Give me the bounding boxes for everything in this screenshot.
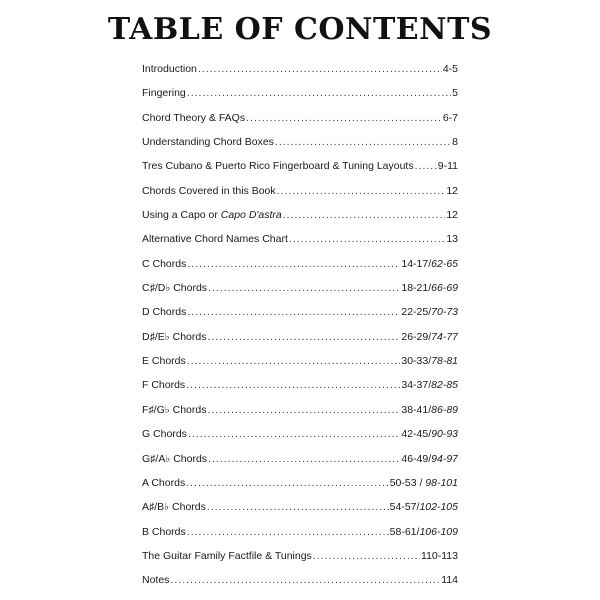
- toc-entry[interactable]: [142, 306, 458, 330]
- toc-entry-pages: 58-61/106-109: [389, 525, 458, 538]
- toc-entry[interactable]: [142, 404, 458, 428]
- toc-list: [142, 63, 458, 599]
- toc-entry-pages: 13: [446, 233, 458, 246]
- toc-entry[interactable]: [142, 477, 458, 501]
- toc-entry-pages: 46-49/94-97: [401, 452, 458, 465]
- toc-entry-pages: 9-11: [437, 160, 458, 173]
- toc-entry-label: Alternative Chord Names Chart: [142, 233, 288, 246]
- toc-entry-label: The Guitar Family Factfile & Tunings: [142, 549, 312, 562]
- toc-entry-pages: 114: [441, 574, 458, 587]
- dot-leader: [246, 112, 442, 124]
- toc-entry-label: G Chords: [142, 428, 187, 441]
- toc-entry-label: G♯/A♭ Chords: [142, 452, 208, 465]
- toc-entry-label: A♯/B♭ Chords: [142, 501, 206, 514]
- toc-entry-pages: 12: [446, 209, 458, 222]
- toc-entry-label: E Chords: [142, 355, 186, 368]
- toc-entry-label: D Chords: [142, 306, 187, 319]
- dot-leader: [415, 160, 437, 172]
- dot-leader: [187, 258, 400, 270]
- dot-leader: [188, 428, 400, 440]
- toc-entry-label: C♯/D♭ Chords: [142, 282, 208, 295]
- dot-leader: [187, 87, 451, 99]
- toc-entry-label: Notes: [142, 574, 170, 587]
- toc-entry-label: F♯/G♭ Chords: [142, 403, 207, 416]
- toc-entry-pages: 4-5: [442, 63, 458, 75]
- toc-entry[interactable]: [142, 63, 458, 87]
- page-title: TABLE OF CONTENTS: [107, 12, 493, 47]
- dot-leader: [313, 550, 420, 562]
- toc-entry-label: D♯/E♭ Chords: [142, 330, 207, 343]
- dot-leader: [208, 282, 400, 294]
- toc-entry[interactable]: [142, 428, 458, 452]
- toc-entry-label: Using a Capo or Capo D'astra: [142, 209, 282, 222]
- toc-entry[interactable]: [142, 379, 458, 403]
- toc-entry[interactable]: [142, 87, 458, 111]
- dot-leader: [275, 136, 451, 148]
- toc-entry-label: Tres Cubano & Puerto Rico Fingerboard & Tuning Layouts: [142, 160, 414, 173]
- toc-entry-label: Fingering: [142, 87, 186, 100]
- dot-leader: [289, 233, 445, 245]
- toc-entry[interactable]: [142, 574, 458, 598]
- toc-entry[interactable]: [142, 258, 458, 282]
- toc-entry-label: C Chords: [142, 257, 187, 270]
- toc-entry-label: Understanding Chord Boxes: [142, 136, 274, 149]
- dot-leader: [186, 379, 400, 391]
- toc-entry[interactable]: [142, 453, 458, 477]
- dot-leader: [186, 477, 388, 489]
- toc-entry-pages: 30-33/78-81: [401, 355, 458, 368]
- toc-entry[interactable]: [142, 136, 458, 160]
- toc-entry-pages: 54-57/102-105: [389, 501, 458, 514]
- toc-entry-label: B Chords: [142, 525, 186, 538]
- toc-entry-pages: 50-53 / 98-101: [389, 476, 458, 489]
- toc-entry[interactable]: [142, 526, 458, 550]
- toc-entry-pages: 34-37/82-85: [401, 379, 458, 392]
- dot-leader: [198, 63, 442, 75]
- toc-entry-pages: 12: [446, 184, 458, 197]
- dot-leader: [207, 404, 400, 416]
- dot-leader: [277, 185, 446, 197]
- toc-entry[interactable]: [142, 501, 458, 525]
- toc-entry-label: F Chords: [142, 379, 186, 392]
- toc-entry[interactable]: [142, 160, 458, 184]
- toc-entry[interactable]: [142, 282, 458, 306]
- dot-leader: [187, 355, 401, 367]
- toc-entry-pages: 110-113: [421, 549, 458, 562]
- toc-entry-pages: 42-45/90-93: [401, 428, 458, 441]
- toc-entry[interactable]: [142, 355, 458, 379]
- dot-leader: [187, 526, 389, 538]
- dot-leader: [187, 306, 400, 318]
- toc-entry-pages: 8: [452, 136, 458, 149]
- toc-entry[interactable]: [142, 550, 458, 574]
- toc-entry[interactable]: [142, 233, 458, 257]
- toc-entry-label: Introduction: [142, 63, 197, 75]
- toc-entry-pages: 26-29/74-77: [401, 330, 458, 343]
- dot-leader: [207, 501, 389, 513]
- dot-leader: [283, 209, 446, 221]
- toc-entry-pages: 5: [452, 87, 458, 100]
- dot-leader: [208, 453, 400, 465]
- dot-leader: [170, 574, 440, 586]
- dot-leader: [207, 331, 400, 343]
- toc-entry-pages: 38-41/86-89: [401, 403, 458, 416]
- toc-entry-pages: 18-21/66-69: [401, 282, 458, 295]
- toc-entry-label: Chords Covered in this Book: [142, 184, 276, 197]
- toc-entry[interactable]: [142, 185, 458, 209]
- toc-entry-label: A Chords: [142, 476, 186, 489]
- toc-entry-label: Chord Theory & FAQs: [142, 111, 246, 124]
- toc-entry-pages: 6-7: [442, 111, 458, 124]
- toc-entry-pages: 14-17/62-65: [401, 257, 458, 270]
- toc-entry[interactable]: [142, 209, 458, 233]
- toc-entry[interactable]: [142, 331, 458, 355]
- toc-entry[interactable]: [142, 112, 458, 136]
- toc-entry-pages: 22-25/70-73: [401, 306, 458, 319]
